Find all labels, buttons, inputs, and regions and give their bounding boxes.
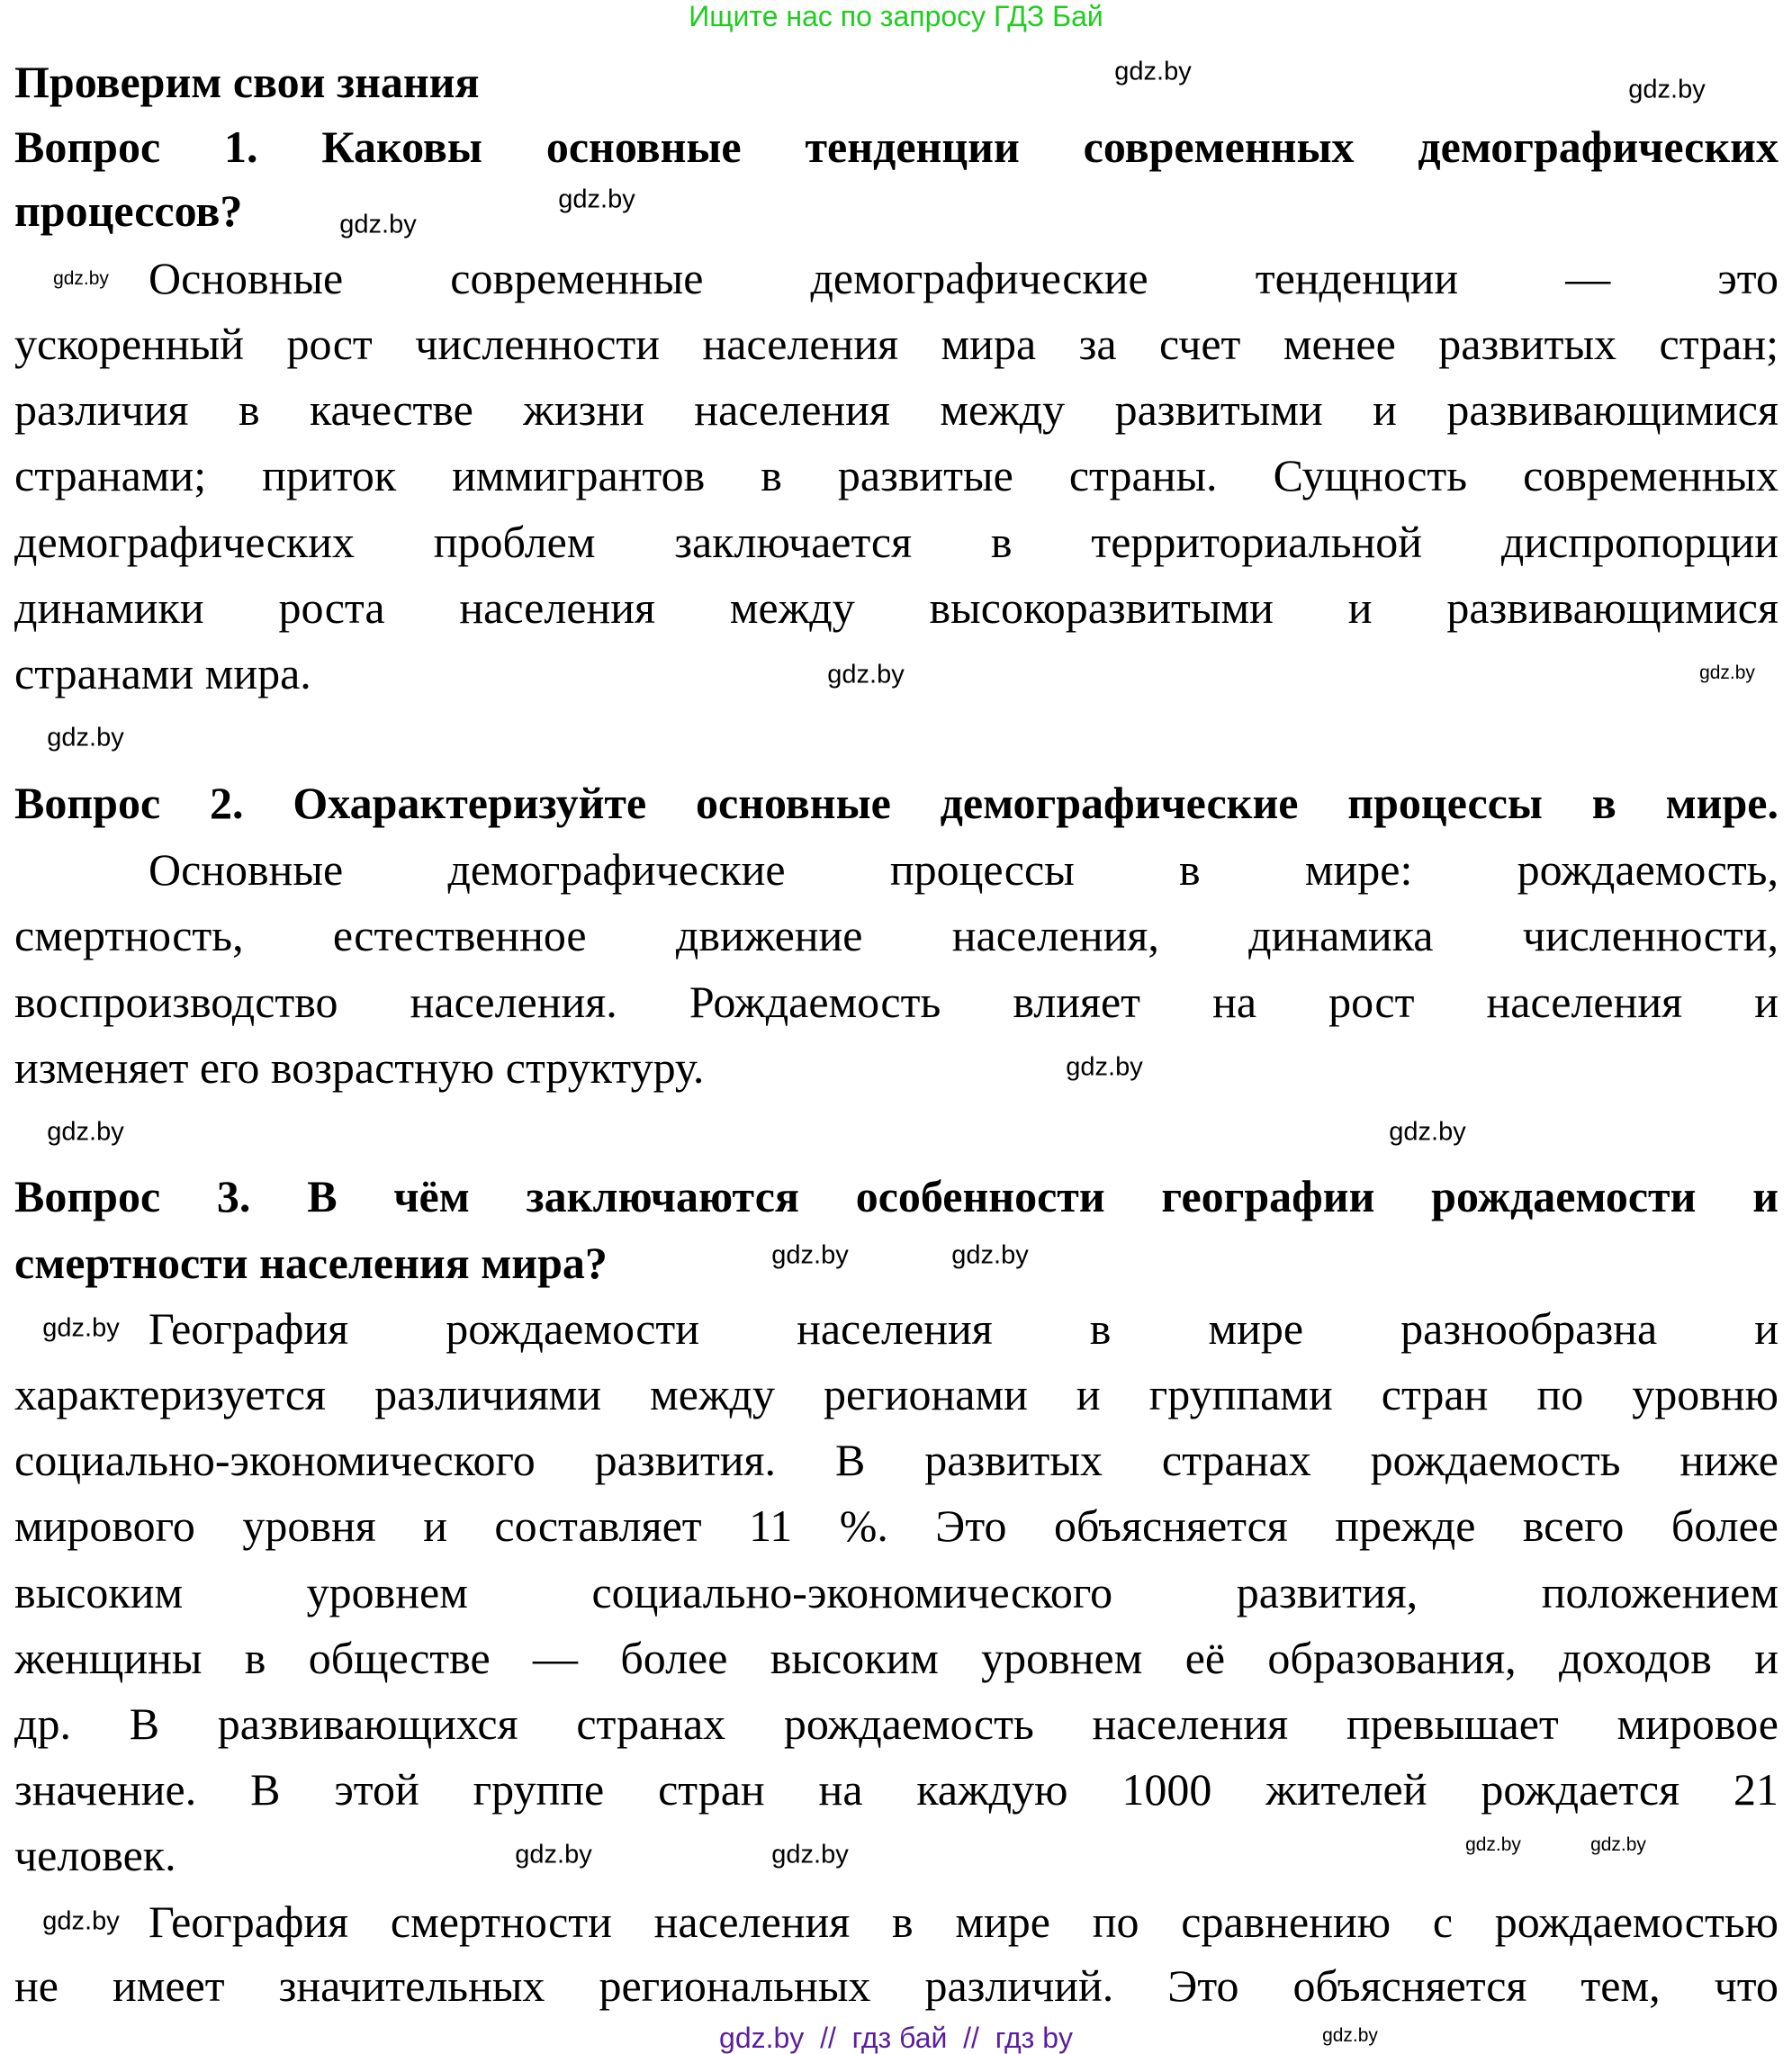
answer-line: не имеет значительных региональных различий. Это объясняется тем, что [14, 1960, 1778, 2011]
question-2-heading: Вопрос 2. Охарактеризуйте основные демографические процессы в мире. [14, 778, 1778, 828]
question-1-heading: Вопрос 1. Каковы основные тенденции современных демографических [14, 122, 1778, 172]
watermark: gdz.by [1114, 57, 1192, 86]
watermark: gdz.by [1628, 75, 1706, 104]
answer-line: социально-экономического развития. В развитых странах рождаемость ниже [14, 1435, 1778, 1485]
watermark: gdz.by [42, 1906, 120, 1936]
answer-line: странами мира. [14, 648, 311, 698]
watermark: gdz.by [47, 1117, 124, 1147]
answer-line: демографических проблем заключается в территориальной диспропорции [14, 517, 1778, 567]
watermark: gdz.by [558, 185, 635, 214]
watermark: gdz.by [53, 268, 109, 289]
watermark: gdz.by [1699, 662, 1755, 683]
watermark: gdz.by [771, 1840, 849, 1869]
answer-line: смертность, естественное движение населения, динамика численности, [14, 910, 1778, 960]
watermark: gdz.by [771, 1240, 849, 1270]
answer-line: мирового уровня и составляет 11 %. Это объясняется прежде всего более [14, 1500, 1778, 1551]
watermark: gdz.by [827, 660, 905, 689]
watermark: gdz.by [951, 1240, 1029, 1270]
watermark: gdz.by [47, 723, 124, 752]
answer-line: изменяет его возрастную структуру. [14, 1042, 705, 1093]
watermark: gdz.by [515, 1840, 592, 1869]
answer-line: др. В развивающихся странах рождаемость населения превышает мировое [14, 1698, 1778, 1749]
page-title: Проверим свои знания [14, 57, 480, 107]
watermark: gdz.by [1389, 1117, 1466, 1147]
question-1-heading: процессов? [14, 185, 243, 236]
answer-line: женщины в обществе — более высоким уровнем её образования, доходов и [14, 1633, 1778, 1683]
answer-line: высоким уровнем социально-экономического развития, положением [14, 1567, 1778, 1617]
question-3-heading: Вопрос 3. В чём заключаются особенности географии рождаемости и [14, 1171, 1778, 1221]
answer-line: География рождаемости населения в мире разнообразна и [149, 1303, 1778, 1354]
watermark: gdz.by [339, 210, 417, 239]
watermark: gdz.by [42, 1313, 120, 1343]
question-3-heading: смертности населения мира? [14, 1238, 608, 1288]
footer-links[interactable]: gdz.by // гдз бай // гдз by [719, 2022, 1073, 2054]
search-banner[interactable]: Ищите нас по запросу ГДЗ Бай [689, 0, 1103, 32]
answer-line: воспроизводство населения. Рождаемость влияет на рост населения и [14, 977, 1778, 1027]
watermark: gdz.by [1322, 2025, 1378, 2046]
answer-line: География смертности населения в мире по сравнению с рождаемостью [149, 1896, 1778, 1947]
watermark: gdz.by [1465, 1834, 1521, 1855]
answer-line: странами; приток иммигрантов в развитые страны. Сущность современных [14, 450, 1778, 500]
answer-line: ускоренный рост численности населения мира за счет менее развитых стран; [14, 319, 1778, 369]
watermark: gdz.by [1066, 1052, 1143, 1082]
answer-line: Основные современные демографические тенденции — это [149, 253, 1778, 303]
answer-line: различия в качестве жизни населения между развитыми и развивающимися [14, 384, 1778, 435]
watermark: gdz.by [1590, 1834, 1646, 1855]
answer-line: человек. [14, 1830, 176, 1880]
answer-line: динамики роста населения между высокоразвитыми и развивающимися [14, 582, 1778, 633]
answer-line: значение. В этой группе стран на каждую 1000 жителей рождается 21 [14, 1764, 1778, 1815]
answer-line: характеризуется различиями между регионами и группами стран по уровню [14, 1369, 1778, 1419]
answer-line: Основные демографические процессы в мире: рождаемость, [149, 844, 1778, 895]
